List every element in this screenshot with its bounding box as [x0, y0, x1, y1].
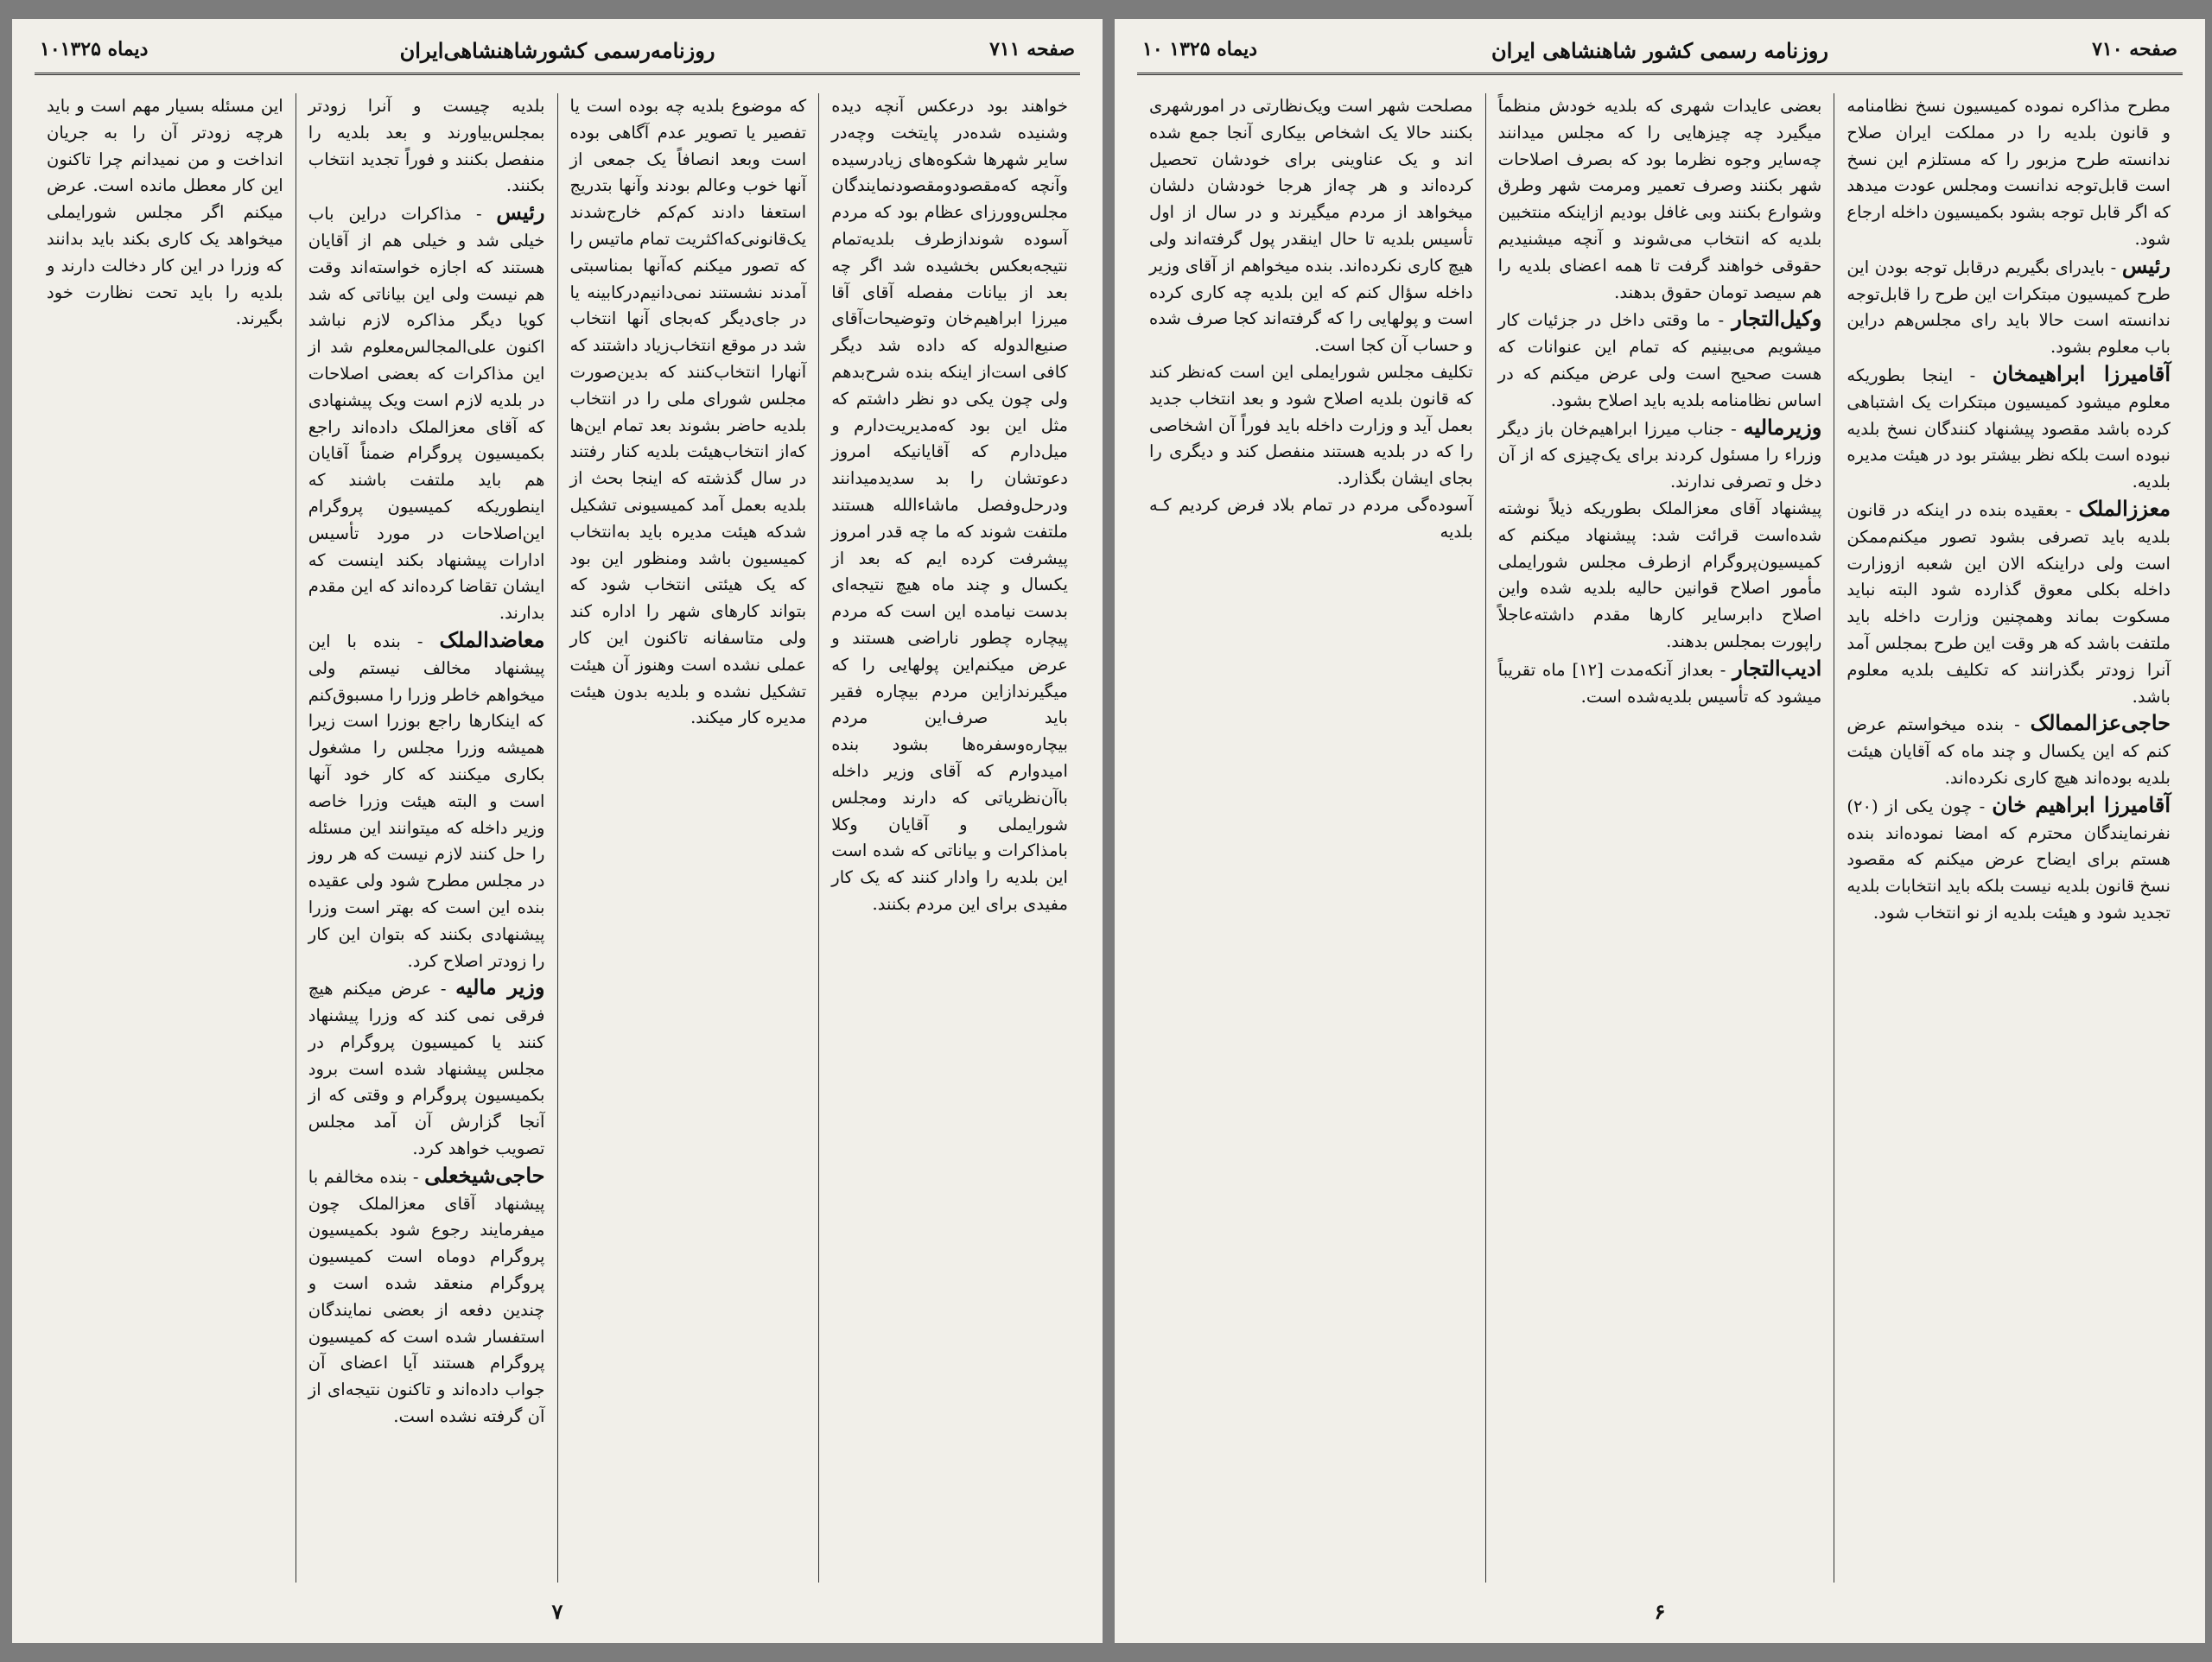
page-footer-number: ۷ [551, 1599, 563, 1624]
paragraph [308, 627, 545, 974]
paragraph [1149, 359, 1473, 492]
paragraph-text: - بنده مخالفم با پیشنهاد آقای معزالملک چون میفرمایند رجوع شود بکمیسیون پروگرام دوماه است کمیسیون پروگرام منعقد شده است و چندین دفعه از بعضی نمایندگان استفسار شده است که کمیسیون پروگرام هستند آیا اعضای آن جواب داده‌اند و تاکنون نتیجه‌ای از آن گرفته نشده است. [308, 1166, 545, 1427]
header-date: ۱۰دیماه ۱۳۲۵ [40, 38, 149, 60]
paragraph-text: بلدیه چیست و آنرا زودتر بمجلس‌بیاورند و بعد بلدیه را منفصل بکنند و فوراً تجدید انتخاب بکنند. [308, 96, 545, 196]
speaker-name: وزیرمالیه [1743, 414, 1822, 440]
newspaper-page-711 [12, 19, 1103, 1643]
text-column [1485, 93, 1834, 1583]
paragraph-text: - مذاکرات دراین باب خیلی شد و خیلی هم از آقایان هستند که اجازه خواسته‌اند وقت هم نیست ولی این بیاناتی که شد کویا دیگر مذاکره لازم نباشد اکنون علی‌المجالس‌معلوم شد از این مذاکرات که بعضی اصلاحات در بلدیه لازم است ویک پیشنهادی که آقای معزالملک داده‌اند راجع بکمیسیون پروگرام ضمناً آقایان هم باید ملتفت باشند که اینطوریکه کمیسیون پروگرام این‌اصلاحات در مورد تأسیس ادارات پیشنهاد بکند اینست که ایشان تقاضا کرده‌اند که این مقدم بدارند. [308, 204, 545, 624]
paragraph [308, 1163, 545, 1430]
text-column [296, 93, 557, 1583]
text-columns [35, 93, 1080, 1583]
speaker-name: حاجی‌عزالممالک [2030, 710, 2171, 736]
speaker-name: آقامیرزا ابراهیمخان [1992, 360, 2171, 386]
paragraph-text: - بنده با این پیشنهاد مخالف نیستم ولی میخواهم خاطر وزرا را مسبوق‌کنم که اینکارها راجع بوزرا است زیرا همیشه وزرا مجلس را مشغول بکاری میکنند که کار خود آنها است و البته هیئت وزرا خاصه وزیر داخله که میتوانند این مسئله را حل کنند لازم نیست که هر روز در مجلس مطرح شود ولی عقیده بنده این است که بهتر است وزرا پیشنهادی بکنند که بتوان این کار را زودتر اصلاح کرد. [308, 631, 545, 971]
speaker-name: رئیس [2121, 252, 2171, 278]
page-footer-number: ۶ [1654, 1599, 1666, 1624]
paragraph-text: تکلیف مجلس شورایملی این است که‌نظر کند که قانون بلدیه اصلاح شود و بعد انتخاب جدید بعمل آید و وزارت داخله باید فوراً آن اشخاصی را که در بلدیه هستند منفصل کند و دیگری را بجای ایشان بگذارد. [1148, 361, 1473, 489]
speaker-name: معاضدالملک [439, 626, 545, 652]
paragraph [1149, 492, 1473, 546]
paragraph-text: که موضوع بلدیه چه بوده است یا تفصیر یا تصویر عدم آگاهی بوده است وبعد انصافاً یک جمعی از آنها خوب وعالم بودند وآنها بتدریج استعفا دادند کم‌کم خارج‌شدند یک‌قانونی‌که‌اکثریت تمام ماتیس را که تصور میکنم که‌آنها بمناسبتی‌ آمدند نشستند نمی‌دانیم‌در‌کابینه یا در جای‌دیگر که‌بجای آنها انتخاب شد در موقع انتخاب‌زیاد داشتند که آنهارا انتخاب‌کنند که بدین‌صورت مجلس شورای ملی را در انتخاب بلدیه حاضر بشوند بعد تمام این‌ها که‌از انتخاب‌هیئت بلدیه کنار رفتند در سال گذشته که اینجا بحث از بلدیه بعمل آمد کمیسیونی تشکیل شد‌که‌ هیئت مدیره باید به‌انتخاب کمیسیون باشد ومنظور این بود که یک هیئتی انتخاب شود که بتواند کارهای شهر را اداره کند ولی متاسفانه تاکنون این کار عملی نشده است وهنوز آن هیئت تشکیل نشده و بلدیه بدون هیئت مدیره کار میکند. [569, 96, 807, 728]
text-column [818, 93, 1080, 1583]
text-column [557, 93, 819, 1583]
paragraph-text: - جناب میرزا ابراهیم‌خان باز دیگر وزراء را مسئول کردند برای یک‌چیزی که از آن دخل و تصرفی ندارند. [1497, 418, 1822, 492]
paragraph [1498, 306, 1822, 414]
paragraph-text: پیشنهاد آقای معزالملک بطوریکه ذیلاً نوشته شده‌است قرائت شد: پیشنهاد میکنم که کمیسیون‌پروگرام ازطرف مجلس شورایملی مأمور اصلاح قوانین حالیه بلدیه شده واین اصلاح دابرسایر کارها مقدم داشته‌عاجلاً راپورت بمجلس بدهند. [1497, 498, 1822, 651]
paragraph [308, 974, 545, 1163]
speaker-name: حاجی‌شیخعلی [424, 1162, 545, 1188]
paragraph-text: بعضی عایدات شهری که بلدیه خودش منظماً میگیرد چه چیزهایی را که مجلس میدانند چه‌سایر وجوه نظرما بود که بصرف اصلاحات شهر بکنند وصرف تعمیر ومرمت شهر وطرق وشوارع بکنند وبی غافل بودیم ازاینکه منتخبین بلدیه که انتخاب می‌شوند و آنچه میشنیدیم حقوقی خواهند گرفت تا همه اعضای بلدیه را هم سیصد تومان حقوق بدهند. [1497, 96, 1822, 302]
paragraph [308, 200, 545, 627]
speaker-name: ادیب‌التجار [1732, 655, 1822, 681]
paragraph [1847, 792, 2171, 927]
speaker-name: آقامیرزا ابراهیم خان [1992, 791, 2171, 817]
speaker-name: وکیل‌التجار [1732, 306, 1822, 332]
text-column [1834, 93, 2183, 1583]
paragraph [1847, 93, 2171, 253]
paragraph-text: - بعداز آنکه‌مدت [۱۲] ماه تقریباً میشود که تأسیس بلدیه‌شده است. [1497, 659, 1822, 707]
page-header [1137, 35, 2183, 69]
header-rule [35, 73, 1080, 75]
speaker-name: رئیس [496, 200, 545, 225]
paragraph [1847, 496, 2171, 710]
paragraph [1498, 415, 1822, 496]
page-header [35, 35, 1080, 69]
paragraph-text: - عرض میکنم هیچ فرقی نمی کند که وزرا پیشنهاد کنند یا کمیسیون پروگرام در مجلس پیشنهاد شده است برود بکمیسیون پروگرام و وقتی که از آنجا گزارش آن آمد مجلس تصویب خواهد کرد. [308, 979, 545, 1159]
paragraph [47, 93, 283, 333]
speaker-name: وزیر مالیه [455, 974, 545, 1000]
speaker-name: معززالملک [2078, 495, 2171, 521]
paragraph [1498, 496, 1822, 656]
paragraph-text: - بایدرای بگیریم درقابل توجه بودن این طرح کمیسیون مبتکرات این طرح را قابل‌توجه ندانسته است حالا باید رای مجلس‌هم دراین باب معلوم بشود. [1847, 257, 2171, 358]
paragraph-text: این مسئله بسیار مهم است و باید هرچه زودتر آن را به جریان انداخت و من نمیدانم چرا تاکنون این کار معطل مانده است. عرض میکنم اگر مجلس شورایملی میخواهد یک کاری بکند باید بدانند که وزرا در این کار دخالت دارند و بلدیه را باید تحت نظارت خود بگیرند. [47, 96, 283, 329]
paragraph-text: - چون یکی از (۲۰) نفرنمایندگان محترم که امضا نموده‌اند بنده هستم برای ایضاح عرض میکنم که مقصود نسخ قانون بلدیه نیست بلکه باید انتخابات بلدیه تجدید شود و هیئت بلدیه از نو انتخاب شود. [1847, 796, 2171, 923]
paragraph-text: مصلحت شهر است ویک‌نظارتی در امورشهری بکنند حالا یک اشخاص بیکاری آنجا جمع شده اند و یک عناوینی برای خودشان تحصیل کرده‌اند و هر چه‌از هرجا خودشان دلشان میخواهد از مردم میگیرند و در سال از اول تأسیس بلدیه تا حال اینقدر پول گرفته‌اند ولی هیچ کاری نکرده‌اند. بنده میخواهم از آقای وزیر داخله سؤال کنم که این بلدیه چه کاری کرده است و پولهایی را که گرفته‌اند کجا صرف شده و حساب آن کجا است. [1148, 96, 1473, 356]
text-column [35, 93, 296, 1583]
text-columns [1137, 93, 2183, 1583]
paragraph-text: - ما وقتی داخل در جزئیات کار میشویم می‌بینیم که تمام این عنوانات که هست صحیح است ولی عرض میکنم که در اساس نظامنامه بلدیه باید اصلاح بشود. [1497, 310, 1822, 410]
paragraph [1847, 710, 2171, 791]
paragraph-text: مطرح مذاکره نموده کمیسیون نسخ نظامنامه و قانون بلدیه را در مملکت ایران صلاح ندانسته طرح مزبور را که مستلزم این نسخ است قابل‌توجه ندانست ومجلس عودت میدهد که اگر قابل توجه بشود بکمیسیون داخله ارجاع شود. [1847, 96, 2171, 249]
newspaper-page-710 [1115, 19, 2205, 1643]
paragraph [1498, 656, 1822, 711]
header-date: ۱۰ دیماه ۱۳۲۵ [1142, 38, 1258, 60]
paragraph-text: - بعقیده بنده در اینکه در قانون بلدیه باید تصرفی بشود تصور میکنم‌ممکن است ولی دراینکه الان این شعبه ازوزارت داخله بکلی معوق گذارده شود البته نباید مسکوت بماند وهمچنین وزارت داخله باید ملتفت باشد که هر وقت این طرح بمجلس آمد آنرا زودتر بگذرانند که تکلیف بلدیه معلوم باشد. [1847, 499, 2171, 707]
header-page-number: صفحه ۷۱۰ [2092, 38, 2177, 60]
paragraph-text: خواهند بود درعکس آنچه دیده وشنیده شده‌در پایتخت وچه‌در سایر شهرها شکوه‌های زیادرسیده وآنچه که‌مقصود‌ومقصود‌نمایندگان مجلس‌وورزای عظام بود که مردم آسوده شوندازطرف بلدیه‌تمام نتیجه‌بعکس بخشیده شد اگر چه بعد از بیانات مفصله آقای آقا میرزا ابراهیم‌خان وتوضیحات‌آقای صنیع‌الدوله که داده شد دیگر کافی است‌از اینکه بنده شرح‌بدهم ولی چون یکی دو نظر داشتم که مثل این بود که‌مدیریت‌دارم و میل‌دارم که آقایانیکه امروز دعوتشان را بد سدید‌میدانند ودرحل‌وفصل ماشاءالله هستند ملتفت شوند که ما چه قدر امروز پیشرفت کرده ایم که بعد از یکسال و چند ماه هیچ نتیجه‌ای بدست نیامده این است که مردم پیچاره چطور ناراضی هستند و عرض میکنم‌این‌ پولهایی را که میگیرند‌ازاین مردم بیچاره فقیر باید صرف‌این مردم بیچاره‌وسفره‌ها بشود بنده امیدوارم که آقای وزیر داخله باآن‌نظریاتی که دارند ومجلس شورایملی و آقایان وکلا بامذاکرات و بیاناتی که شده است این بلدیه را وادار کنند که یک کار مفیدی برای این مردم بکنند. [831, 96, 1068, 914]
header-title: روزنامه رسمی کشور شاهنشاهی ایران [1491, 38, 1828, 63]
header-page-number: صفحه ۷۱۱ [989, 38, 1075, 60]
text-column [1137, 93, 1485, 1583]
paragraph [831, 93, 1068, 918]
paragraph [570, 93, 807, 732]
paragraph-text: - بنده میخواستم عرض کنم که این یکسال و چند ماه که آقایان هیئت بلدیه بوده‌اند هیچ کاری نکرده‌اند. [1847, 714, 2171, 788]
header-rule [1137, 73, 2183, 75]
paragraph [1847, 253, 2171, 361]
header-title: روزنامه‌رسمی کشورشاهنشاهی‌ایران [399, 38, 715, 63]
paragraph-text: - اینجا بطوریکه معلوم میشود کمیسیون مبتکرات یک اشتباهی کرده باشد مقصود پیشنهاد کنندگان نسخ بلدیه نبوده است بلکه نظر بیشتر بود در هیئت مدیره بلدیه. [1847, 365, 2171, 492]
paragraph [1498, 93, 1822, 306]
paragraph [1149, 93, 1473, 359]
paragraph [1847, 361, 2171, 496]
paragraph [308, 93, 545, 200]
paragraph-text: آسوده‌گی مردم در تمام بلاد فرض کردیم کـه بلدیه [1148, 494, 1473, 542]
